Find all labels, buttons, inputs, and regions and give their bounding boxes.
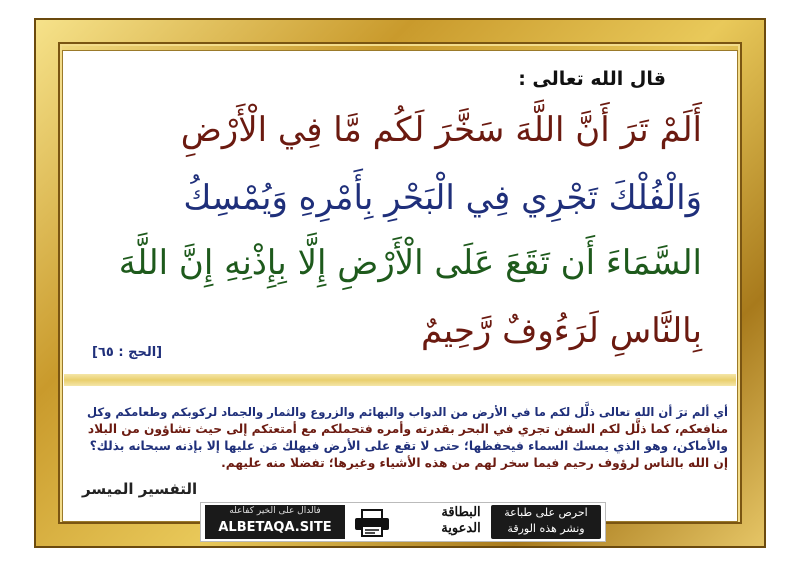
tafsir-text (72, 404, 728, 472)
printer-icon (353, 509, 391, 537)
verse-line-2: وَالْفُلْكَ تَجْرِي فِي الْبَحْرِ بِأَمْرِهِ وَيُمْسِكُ (183, 178, 702, 218)
intro-heading: قال الله تعالى : (518, 68, 666, 90)
cta-line-1: احرص على طباعة (504, 506, 588, 519)
verse-line-1: أَلَمْ تَرَ أَنَّ اللَّهَ سَخَّرَ لَكُم مَّا فِي الْأَرْضِ (180, 110, 702, 150)
logo-line-1: البطاقة (441, 505, 481, 520)
verse-line-3: السَّمَاءَ أَن تَقَعَ عَلَى الْأَرْضِ إِلَّا بِإِذْنِهِ إِنَّ اللَّهَ (118, 243, 702, 283)
cta-line-2: ونشر هذه الورقة (507, 522, 585, 535)
tafsir-line-3: والأماكن، وهو الذي يمسك السماء فيحفظها؛ حتى لا تقع على الأرض فيهلك مَن عليها إلا بإذنه سبحانه بذلك؟ (89, 439, 728, 453)
tafsir-line-2: منافعكم، كما ذلَّل لكم السفن تجري في البحر بقدرته وأمره فتحملكم مع أمتعتكم إلى حيث تشاؤون من البلاد (87, 422, 728, 436)
tafsir-source: التفسير الميسر (82, 480, 198, 498)
verse-line-4: بِالنَّاسِ لَرَءُوفٌ رَّحِيمٌ (420, 311, 702, 351)
gold-divider (64, 374, 736, 386)
site-tagline: فالدال على الخير كفاعله (229, 506, 321, 516)
logo-line-2: الدعوية (441, 521, 481, 536)
footer-bar (200, 502, 606, 542)
site-logo (423, 505, 499, 539)
site-url[interactable]: ALBETAQA.SITE (218, 520, 332, 535)
verse-reference: [الحج : ٦٥] (92, 345, 163, 360)
tafsir-line-4: إن الله بالناس لرؤوف رحيم فيما سخر لهم من هذه الأشياء وغيرها؛ تفضلا منه عليهم. (221, 456, 728, 470)
tafsir-line-1: أي ألم ترَ أن الله تعالى ذلَّل لكم ما في الأرض من الدواب والبهائم والزروع والثمار والجماد لركوبكم وطعامكم وكل (87, 405, 728, 419)
site-link-box[interactable] (205, 505, 345, 539)
print-cta-badge (491, 505, 601, 539)
